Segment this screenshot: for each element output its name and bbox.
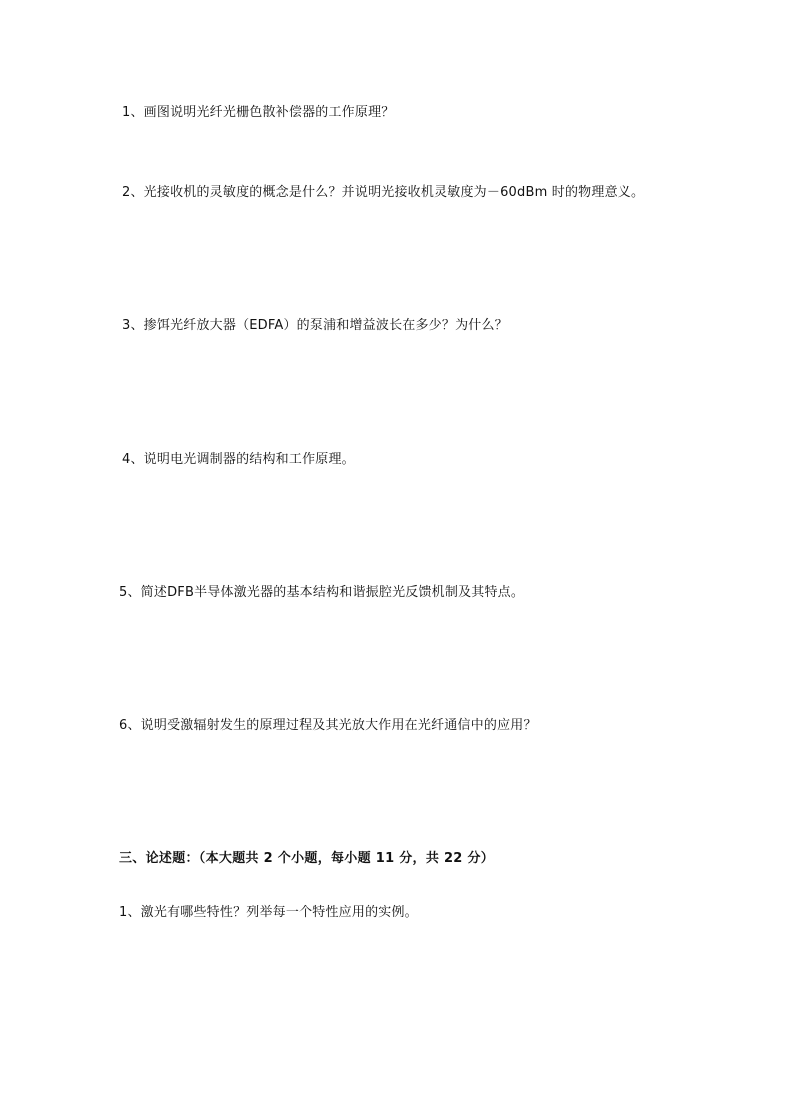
section-3-heading: 三、论述题：（本大题共 2 个小题，每小题 11 分，共 22 分） [119,851,495,866]
question-2-2: 2、光接收机的灵敏度的概念是什么？并说明光接收机灵敏度为－60dBm 时的物理意义。 [122,185,645,200]
question-2-3: 3、掺饵光纤放大器（EDFA）的泵浦和增益波长在多少？为什么？ [122,318,508,333]
question-3-1: 1、激光有哪些特性？列举每一个特性应用的实例。 [119,905,418,920]
question-2-4: 4、说明电光调制器的结构和工作原理。 [122,452,355,467]
question-2-5: 5、简述DFB半导体激光器的基本结构和谐振腔光反馈机制及其特点。 [119,585,525,600]
question-2-6: 6、说明受激辐射发生的原理过程及其光放大作用在光纤通信中的应用？ [119,718,537,733]
question-2-1: 1、画图说明光纤光栅色散补偿器的工作原理？ [122,105,395,120]
